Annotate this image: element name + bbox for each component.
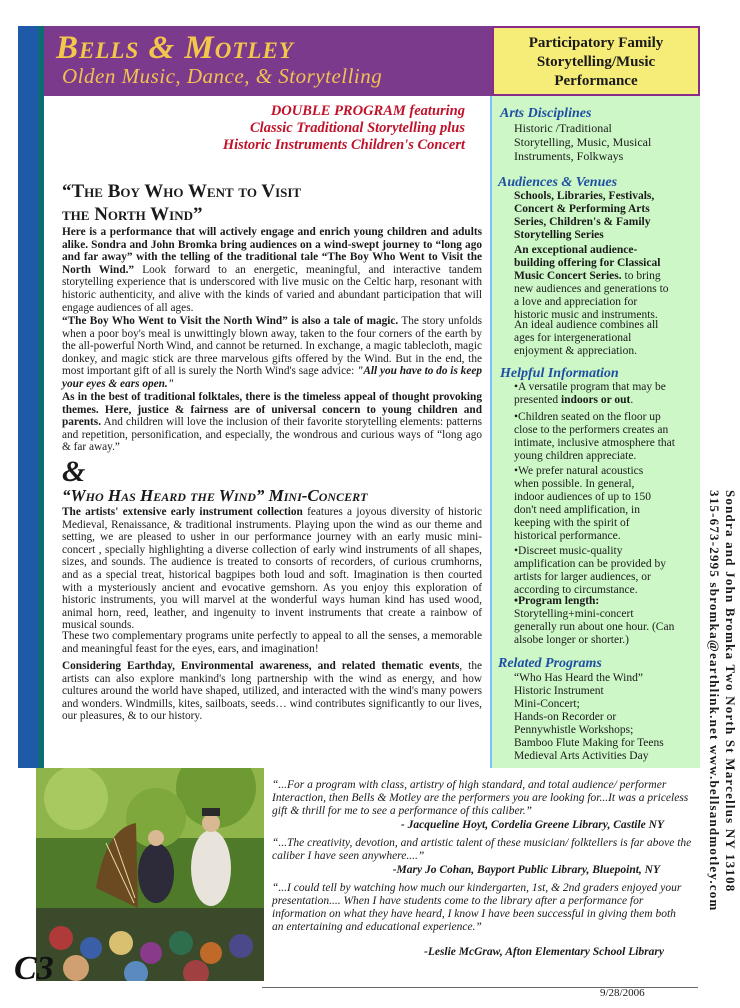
concert-paragraph-2: These two complementary programs unite perfectly to appeal to all the senses, a memorable and meaningful feast for the eyes, ears, and imagination!: [62, 630, 482, 655]
audiences-paragraph-3: An ideal audience combines all ages for intergenerational enjoyment & appreciation.: [514, 319, 659, 357]
concert-p1-bold: The artists' extensive early instrument collection: [62, 506, 303, 518]
concert-paragraph-3: [62, 660, 482, 723]
quote-2-text: “...The creativity, devotion, and artistic talent of these musician/ folktellers is far above the caliber I have seen anywhere....”: [272, 837, 692, 862]
arts-disciplines-text: Historic /Traditional Storytelling, Music, Musical Instruments, Folkways: [514, 121, 652, 163]
contact-line-2: 315-673-2995 sbromka@earthlink.net www.bellsandmotley.com: [707, 490, 722, 912]
double-program-line1: DOUBLE PROGRAM featuring: [270, 103, 465, 119]
double-program-line3: Historic Instruments Children's Concert: [222, 137, 465, 153]
quote-1-text: “...For a program with class, artistry of high standard, and total audience/ performer Interaction, then Bells & Motley are the performers you are looking for...It was a priceless gift & thrill for me to see a performance of this caliber.”: [272, 779, 689, 817]
helpful-item-5-rest: Storytelling+mini-concert generally run about one hour. (Can alsobe longer or shorter.): [514, 608, 675, 646]
related-program: Hands-on Recorder or: [514, 711, 617, 723]
audiences-heading: Audiences & Venues: [498, 175, 618, 190]
audiences-paragraph-2: [514, 244, 672, 322]
story-title-line2: the North Wind”: [62, 204, 203, 225]
contact-line-1: Sondra and John Bromka Two North St Marcellus NY 13108: [723, 490, 738, 893]
helpful-item-5-bold: •Program length:: [514, 595, 600, 607]
related-program: Medieval Arts Activities Day: [514, 750, 649, 762]
related-programs-heading: Related Programs: [498, 656, 602, 671]
story-p1-rest: Look forward to an energetic, meaningful, and interactive tandem storytelling experience that is underscored with live music on the Celtic harp, resonant with historic authenticity, and alive with the kinds of varied and abundant participation that will engage audiences of all ages.: [62, 263, 482, 314]
helpful-item-1-c: .: [630, 394, 634, 406]
story-paragraph-2: [62, 315, 482, 391]
audiences-venues-text: Schools, Libraries, Festivals, Concert & Performing Arts Series, Children's & Family Storytelling Series: [514, 190, 655, 241]
related-program: Pennywhistle Workshops;: [514, 724, 634, 736]
helpful-item-4: •Discreet music-quality amplification can be provided by artists for larger audiences, or according to circumstance.: [514, 545, 667, 596]
related-programs-list: [514, 672, 694, 763]
concert-title: “Who Has Heard the Wind” Mini-Concert: [62, 486, 368, 505]
double-program-line2: Classic Traditional Storytelling plus: [250, 120, 465, 136]
helpful-item-5: [514, 595, 676, 647]
concert-p3-bold: Considering Earthday, Environmental awareness, and related thematic events: [62, 660, 460, 672]
concert-paragraph-1: [62, 506, 482, 632]
story-title: [62, 180, 482, 226]
concert-p3-rest: , the artists can also explore mankind's long partnership with the wind as energy, and how cultures around the world have shaped, utilized, and interacted with the wind's many powers and wonders. Windmills, kites, sailboats, seeds… wind contributes significantly to our lives, our pleasures, & to our history.: [62, 660, 482, 723]
helpful-item-1: [514, 381, 680, 407]
helpful-item-3: •We prefer natural acoustics when possible. In general, indoor audiences of up to 150 don't need amplification, in keeping with the spirit of historical performance.: [514, 465, 652, 542]
left-color-strip: [18, 26, 38, 768]
related-program: Bamboo Flute Making for Teens: [514, 737, 664, 749]
arts-disciplines-heading: Arts Disciplines: [500, 106, 592, 121]
sidebar-divider: [490, 96, 492, 768]
document-date: 9/28/2006: [600, 987, 645, 999]
logo-mark: C3: [14, 950, 54, 987]
contact-info: [706, 490, 738, 990]
helpful-item-2: •Children seated on the floor up close to the performers creates an intimate, inclusive atmosphere that young children appreciate.: [514, 411, 675, 462]
page-subtitle: Olden Music, Dance, & Storytelling: [62, 64, 383, 88]
header-box-text: Participatory Family Storytelling/Music Performance: [528, 35, 664, 89]
ampersand-ornament: &: [62, 455, 86, 488]
performance-photo: [36, 768, 264, 981]
related-program: “Who Has Heard the Wind”: [514, 672, 643, 684]
audiences-p2-bold: An exceptional audience-building offering for Classical Music Concert Series.: [514, 244, 661, 282]
story-p2-rest: The story unfolds when a poor boy's meal is unwittingly blown away, taken to the four corners of the earth by the all-powerful North Wind, and cannot be returned. In exchange, a magic tablecloth, magic donkey, and magic stick are three marvelous gifts offered by the Wind. But in the end, the most important gift of all is surely the North Wind's sage advice:: [62, 315, 482, 378]
story-p3-bold: As in the best of traditional folktales, there is the timeless appeal of thought provoking themes. Here, justice & fairness are of universal concern to young children and parents.: [62, 391, 482, 429]
helpful-item-1-a: •A versatile program that may be presented: [514, 381, 666, 406]
story-p3-rest: And children will love the inclusion of their favorite storytelling elements: patterns and repetition, personification, and especially, the wondrous and curious ways of “long ago & far away.”: [62, 416, 482, 454]
concert-p1-rest: features a joyous diversity of historic Medieval, Renaissance, & traditional instruments. Playing upon the wind as our theme and setting, we are pleased to usher in our performance journey with an early music mini-concert , specially highlighting a diverse collection of early wind instruments of all shapes, sizes, and sounds. The audience is treated to consorts of recorders, of curious crumhorns, and as a special treat, historical bagpipes both loud and soft. Imagination is then courted with a mysteriously ancient and evocative gemshorn. As you enjoy this exploration of historic instruments, you will marvel at the wonderful ways human kind has used wood, animal horn, reed, leather, and ingenuity to invent instruments that create a rainbow of musical sounds.: [62, 506, 482, 632]
helpful-item-1-bold: indoors or out: [560, 394, 631, 406]
left-strip-shadow: [38, 26, 44, 768]
related-program: Historic Instrument: [514, 685, 604, 697]
story-p2-bold: “The Boy Who Went to Visit the North Wind” is also a tale of magic.: [62, 315, 399, 327]
audiences-p2-rest: to bring new audiences and generations to a love and appreciation for historic music and instruments.: [514, 270, 669, 321]
story-p2-quote: "All you have to do is keep your eyes & ears open.": [62, 365, 482, 390]
performance-photo-image: [36, 768, 264, 981]
double-program-banner: [150, 103, 465, 154]
story-title-line1: “The Boy Who Went to Visit: [62, 181, 302, 202]
story-paragraph-3: [62, 391, 482, 454]
quote-2-attribution: -Mary Jo Cohan, Bayport Public Library, Bluepoint, NY: [392, 864, 660, 876]
page-title: Bells & Motley: [56, 30, 294, 66]
quote-3-text: “...I could tell by watching how much our kindergarten, 1st, & 2nd graders enjoyed your presentation.... When I have students come to the library after a performance for information on what they have heard, I know I have been successful in giving them both an entertaining and educational experience.”: [272, 882, 682, 933]
helpful-info-heading: Helpful Information: [500, 366, 619, 381]
story-p1-bold: Here is a performance that will actively engage and enrich young children and adults alike. Sondra and John Bromka bring audiences on a wind-swept journey to “long ago and far away” with the telling of the traditional tale “The Boy Who Went to Visit the North Wind.”: [62, 226, 482, 276]
quote-3-attribution: -Leslie McGraw, Afton Elementary School Library: [423, 946, 664, 958]
quote-1-attribution: - Jacqueline Hoyt, Cordelia Greene Library, Castile NY: [400, 819, 664, 831]
related-program: Mini-Concert;: [514, 698, 580, 710]
story-paragraph-1: [62, 226, 482, 314]
